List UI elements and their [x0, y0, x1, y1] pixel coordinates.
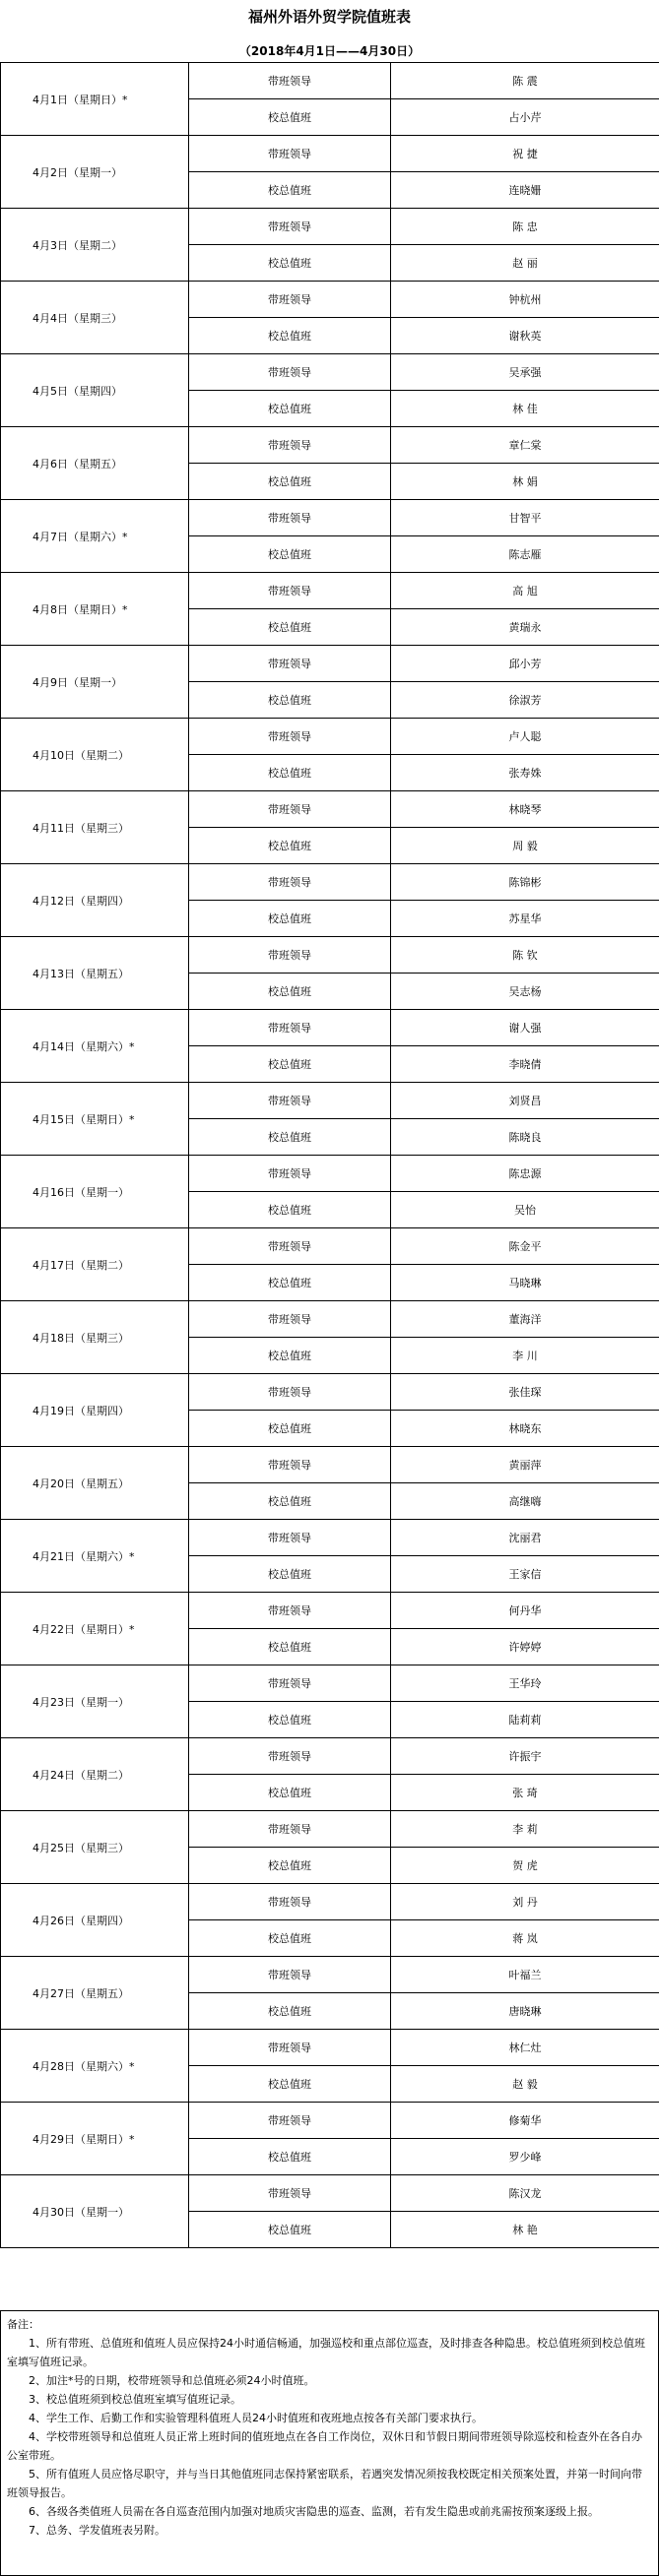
date-cell: 4月13日（星期五） [1, 937, 189, 1010]
duty-role-cell: 校总值班 [189, 2212, 391, 2248]
duty-name-cell: 唐晓琳 [391, 1993, 659, 2030]
duty-name-cell: 高继嗨 [391, 1483, 659, 1520]
date-cell: 4月11日（星期三） [1, 791, 189, 864]
leader-name-cell: 陈汉龙 [391, 2175, 659, 2212]
duty-name-cell: 张寿姝 [391, 755, 659, 791]
duty-name-cell: 赵 丽 [391, 245, 659, 282]
duty-role-cell: 校总值班 [189, 755, 391, 791]
duty-name-cell: 周 毅 [391, 828, 659, 864]
date-cell: 4月1日（星期日）* [1, 63, 189, 136]
date-cell: 4月30日（星期一） [1, 2175, 189, 2248]
leader-name-cell: 钟杭州 [391, 282, 659, 318]
page-subtitle: （2018年4月1日——4月30日） [238, 44, 421, 58]
duty-name-cell: 张 琦 [391, 1775, 659, 1811]
schedule-row-leader [1, 63, 659, 99]
leader-role-cell: 带班领导 [189, 1665, 391, 1702]
leader-name-cell: 卢人聪 [391, 719, 659, 755]
leader-name-cell: 刘 丹 [391, 1884, 659, 1920]
schedule-row-leader [1, 1957, 659, 1993]
duty-schedule [0, 62, 659, 2248]
leader-role-cell: 带班领导 [189, 864, 391, 901]
date-cell: 4月20日（星期五） [1, 1447, 189, 1520]
duty-role-cell: 校总值班 [189, 1702, 391, 1738]
leader-role-cell: 带班领导 [189, 427, 391, 464]
leader-role-cell: 带班领导 [189, 282, 391, 318]
duty-name-cell: 赵 毅 [391, 2066, 659, 2103]
schedule-row-leader [1, 1010, 659, 1046]
leader-name-cell: 王华玲 [391, 1665, 659, 1702]
schedule-row-leader [1, 719, 659, 755]
duty-role-cell: 校总值班 [189, 318, 391, 354]
note-item: 5、所有值班人员应恪尽职守，并与当日其他值班同志保持紧密联系，若遇突发情况须按我校既定相关预案处置，并第一时间向带班领导报告。 [7, 2468, 642, 2499]
note-item: 7、总务、学发值班表另附。 [29, 2524, 165, 2537]
leader-name-cell: 陈金平 [391, 1228, 659, 1265]
leader-name-cell: 林仁灶 [391, 2030, 659, 2066]
date-cell: 4月2日（星期一） [1, 136, 189, 209]
leader-role-cell: 带班领导 [189, 1301, 391, 1338]
duty-name-cell: 陈晓良 [391, 1119, 659, 1156]
duty-role-cell: 校总值班 [189, 1483, 391, 1520]
duty-name-cell: 陆莉莉 [391, 1702, 659, 1738]
duty-name-cell: 连晓姗 [391, 172, 659, 209]
date-cell: 4月29日（星期日）* [1, 2103, 189, 2175]
note-item: 3、校总值班须到校总值班室填写值班记录。 [29, 2393, 241, 2406]
date-cell: 4月9日（星期一） [1, 646, 189, 719]
schedule-row-leader [1, 1301, 659, 1338]
duty-name-cell: 王家信 [391, 1556, 659, 1593]
leader-name-cell: 刘贤昌 [391, 1083, 659, 1119]
notes-section [0, 2310, 659, 2576]
leader-name-cell: 林晓琴 [391, 791, 659, 828]
duty-role-cell: 校总值班 [189, 609, 391, 646]
schedule-row-leader [1, 2175, 659, 2212]
duty-name-cell: 黄瑞永 [391, 609, 659, 646]
duty-role-cell: 校总值班 [189, 536, 391, 573]
duty-name-cell: 李 川 [391, 1338, 659, 1374]
duty-role-cell: 校总值班 [189, 464, 391, 500]
date-cell: 4月22日（星期日）* [1, 1593, 189, 1665]
duty-name-cell: 吴怡 [391, 1192, 659, 1228]
leader-name-cell: 董海洋 [391, 1301, 659, 1338]
date-cell: 4月10日（星期二） [1, 719, 189, 791]
duty-role-cell: 校总值班 [189, 1556, 391, 1593]
duty-table-body [1, 63, 659, 2248]
leader-role-cell: 带班领导 [189, 2175, 391, 2212]
duty-name-cell: 吴志杨 [391, 974, 659, 1010]
duty-name-cell: 徐淑芳 [391, 682, 659, 719]
schedule-row-leader [1, 791, 659, 828]
leader-role-cell: 带班领导 [189, 937, 391, 974]
schedule-row-leader [1, 1811, 659, 1848]
duty-role-cell: 校总值班 [189, 682, 391, 719]
duty-name-cell: 苏星华 [391, 901, 659, 937]
notes-heading: 备注： [7, 2318, 39, 2331]
schedule-row-leader [1, 937, 659, 974]
leader-name-cell: 修菊华 [391, 2103, 659, 2139]
duty-role-cell: 校总值班 [189, 1411, 391, 1447]
leader-name-cell: 陈 震 [391, 63, 659, 99]
duty-role-cell: 校总值班 [189, 1848, 391, 1884]
date-cell: 4月8日（星期日）* [1, 573, 189, 646]
schedule-row-leader [1, 2103, 659, 2139]
page-title: 福州外语外贸学院值班表 [247, 8, 411, 26]
date-cell: 4月21日（星期六）* [1, 1520, 189, 1593]
leader-role-cell: 带班领导 [189, 1156, 391, 1192]
duty-role-cell: 校总值班 [189, 2139, 391, 2175]
date-cell: 4月4日（星期三） [1, 282, 189, 354]
duty-role-cell: 校总值班 [189, 1119, 391, 1156]
note-item: 4、学生工作、后勤工作和实验管理科值班人员24小时值班和夜班地点按各有关部门要求执行。 [29, 2412, 483, 2424]
duty-name-cell: 陈志雁 [391, 536, 659, 573]
duty-role-cell: 校总值班 [189, 391, 391, 427]
leader-name-cell: 许振宇 [391, 1738, 659, 1775]
date-cell: 4月26日（星期四） [1, 1884, 189, 1957]
duty-role-cell: 校总值班 [189, 1993, 391, 2030]
note-item: 4、学校带班领导和总值班人员正常上班时间的值班地点在各自工作岗位，双休日和节假日期间带班领导除巡校和检查外在各自办公室带班。 [7, 2430, 642, 2462]
leader-name-cell: 何丹华 [391, 1593, 659, 1629]
schedule-row-leader [1, 1083, 659, 1119]
leader-name-cell: 陈 忠 [391, 209, 659, 245]
date-cell: 4月25日（星期三） [1, 1811, 189, 1884]
leader-name-cell: 吴承强 [391, 354, 659, 391]
leader-role-cell: 带班领导 [189, 1010, 391, 1046]
leader-name-cell: 陈锦彬 [391, 864, 659, 901]
duty-name-cell: 许婷婷 [391, 1629, 659, 1665]
duty-name-cell: 马晓琳 [391, 1265, 659, 1301]
leader-role-cell: 带班领导 [189, 1957, 391, 1993]
date-cell: 4月3日（星期二） [1, 209, 189, 282]
leader-role-cell: 带班领导 [189, 500, 391, 536]
duty-role-cell: 校总值班 [189, 1192, 391, 1228]
duty-role-cell: 校总值班 [189, 1629, 391, 1665]
schedule-row-leader [1, 1884, 659, 1920]
schedule-row-leader [1, 1374, 659, 1411]
schedule-row-leader [1, 2030, 659, 2066]
leader-name-cell: 甘智平 [391, 500, 659, 536]
duty-role-cell: 校总值班 [189, 2066, 391, 2103]
duty-name-cell: 李晓倩 [391, 1046, 659, 1083]
date-cell: 4月27日（星期五） [1, 1957, 189, 2030]
duty-role-cell: 校总值班 [189, 974, 391, 1010]
leader-name-cell: 陈 钦 [391, 937, 659, 974]
date-cell: 4月18日（星期三） [1, 1301, 189, 1374]
duty-role-cell: 校总值班 [189, 1265, 391, 1301]
leader-role-cell: 带班领导 [189, 719, 391, 755]
schedule-row-leader [1, 282, 659, 318]
schedule-row-leader [1, 1447, 659, 1483]
leader-name-cell: 祝 捷 [391, 136, 659, 172]
schedule-row-leader [1, 1593, 659, 1629]
schedule-row-leader [1, 1665, 659, 1702]
date-cell: 4月5日（星期四） [1, 354, 189, 427]
date-cell: 4月24日（星期二） [1, 1738, 189, 1811]
leader-name-cell: 黄丽萍 [391, 1447, 659, 1483]
leader-role-cell: 带班领导 [189, 2030, 391, 2066]
duty-table [0, 62, 659, 2248]
leader-name-cell: 张佳琛 [391, 1374, 659, 1411]
leader-role-cell: 带班领导 [189, 1593, 391, 1629]
date-cell: 4月23日（星期一） [1, 1665, 189, 1738]
duty-name-cell: 林 艳 [391, 2212, 659, 2248]
date-cell: 4月12日（星期四） [1, 864, 189, 937]
schedule-row-leader [1, 864, 659, 901]
schedule-row-leader [1, 136, 659, 172]
date-cell: 4月15日（星期日）* [1, 1083, 189, 1156]
duty-role-cell: 校总值班 [189, 901, 391, 937]
leader-role-cell: 带班领导 [189, 209, 391, 245]
date-cell: 4月7日（星期六）* [1, 500, 189, 573]
leader-name-cell: 章仁棠 [391, 427, 659, 464]
duty-role-cell: 校总值班 [189, 172, 391, 209]
leader-role-cell: 带班领导 [189, 136, 391, 172]
leader-role-cell: 带班领导 [189, 1447, 391, 1483]
schedule-row-leader [1, 209, 659, 245]
leader-role-cell: 带班领导 [189, 1083, 391, 1119]
duty-name-cell: 林晓东 [391, 1411, 659, 1447]
leader-role-cell: 带班领导 [189, 1228, 391, 1265]
leader-name-cell: 李 莉 [391, 1811, 659, 1848]
leader-role-cell: 带班领导 [189, 1884, 391, 1920]
schedule-row-leader [1, 1156, 659, 1192]
duty-role-cell: 校总值班 [189, 99, 391, 136]
duty-role-cell: 校总值班 [189, 1920, 391, 1957]
date-cell: 4月16日（星期一） [1, 1156, 189, 1228]
schedule-row-leader [1, 427, 659, 464]
schedule-row-leader [1, 1228, 659, 1265]
date-cell: 4月28日（星期六）* [1, 2030, 189, 2103]
schedule-row-leader [1, 354, 659, 391]
duty-name-cell: 贺 虎 [391, 1848, 659, 1884]
leader-role-cell: 带班领导 [189, 573, 391, 609]
duty-name-cell: 罗少峰 [391, 2139, 659, 2175]
leader-name-cell: 邱小芳 [391, 646, 659, 682]
date-cell: 4月17日（星期二） [1, 1228, 189, 1301]
leader-name-cell: 沈丽君 [391, 1520, 659, 1556]
schedule-row-leader [1, 500, 659, 536]
leader-role-cell: 带班领导 [189, 1811, 391, 1848]
leader-role-cell: 带班领导 [189, 791, 391, 828]
date-cell: 4月6日（星期五） [1, 427, 189, 500]
leader-role-cell: 带班领导 [189, 1520, 391, 1556]
note-item: 6、各级各类值班人员需在各自巡查范围内加强对地质灾害隐患的巡查、监测，若有发生隐患或前兆需按预案逐级上报。 [29, 2505, 599, 2518]
leader-name-cell: 叶福兰 [391, 1957, 659, 1993]
schedule-row-leader [1, 1738, 659, 1775]
note-item: 1、所有带班、总值班和值班人员应保持24小时通信畅通，加强巡校和重点部位巡查，及时排查各种隐患。校总值班须到校总值班室填写值班记录。 [7, 2337, 645, 2368]
duty-name-cell: 林 娟 [391, 464, 659, 500]
note-item: 2、加注*号的日期，校带班领导和总值班必须24小时值班。 [29, 2374, 315, 2387]
duty-name-cell: 占小芹 [391, 99, 659, 136]
duty-role-cell: 校总值班 [189, 245, 391, 282]
leader-name-cell: 谢人强 [391, 1010, 659, 1046]
duty-name-cell: 蒋 岚 [391, 1920, 659, 1957]
duty-name-cell: 林 佳 [391, 391, 659, 427]
duty-role-cell: 校总值班 [189, 1338, 391, 1374]
leader-role-cell: 带班领导 [189, 646, 391, 682]
schedule-row-leader [1, 1520, 659, 1556]
leader-name-cell: 高 旭 [391, 573, 659, 609]
duty-role-cell: 校总值班 [189, 828, 391, 864]
leader-name-cell: 陈忠源 [391, 1156, 659, 1192]
date-cell: 4月14日（星期六）* [1, 1010, 189, 1083]
leader-role-cell: 带班领导 [189, 1374, 391, 1411]
duty-role-cell: 校总值班 [189, 1775, 391, 1811]
schedule-row-leader [1, 646, 659, 682]
leader-role-cell: 带班领导 [189, 2103, 391, 2139]
duty-role-cell: 校总值班 [189, 1046, 391, 1083]
date-cell: 4月19日（星期四） [1, 1374, 189, 1447]
schedule-row-leader [1, 573, 659, 609]
leader-role-cell: 带班领导 [189, 1738, 391, 1775]
leader-role-cell: 带班领导 [189, 63, 391, 99]
leader-role-cell: 带班领导 [189, 354, 391, 391]
duty-name-cell: 谢秋英 [391, 318, 659, 354]
